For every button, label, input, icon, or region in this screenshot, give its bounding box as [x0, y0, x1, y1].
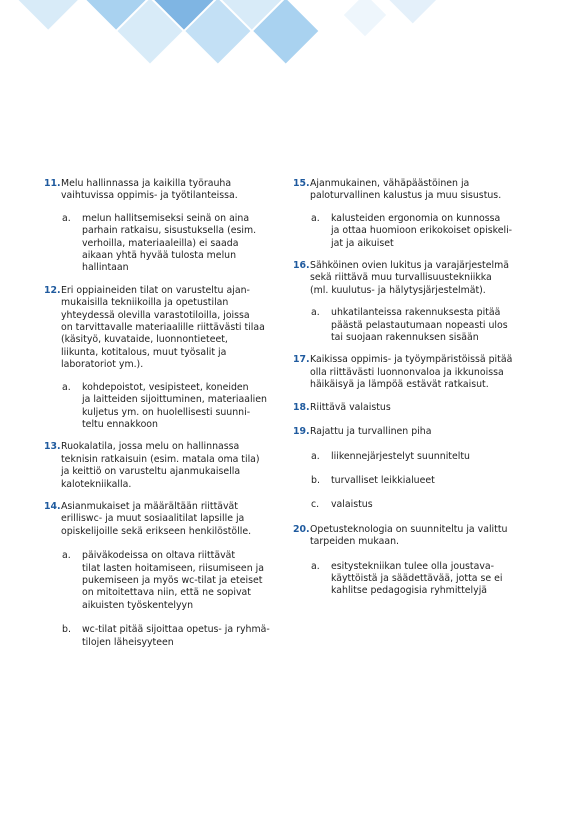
sub-item-text: liikennejärjestelyt suunniteltu: [331, 450, 470, 462]
sub-item-text: valaistus: [331, 499, 373, 511]
list-item-11: [44, 178, 272, 203]
item-text: Ajanmukainen, vähäpäästöinen ja paloturvallinen kalustus ja muu sisustus.: [310, 178, 502, 202]
sub-item: [293, 307, 525, 344]
item-number: 12.: [44, 284, 61, 296]
sub-item-text: turvalliset leikkialueet: [331, 474, 435, 486]
item-text: Kaikissa oppimis- ja työympäristöissä pitää olla riittävästi luonnonvaloa ja ikkunoissa häikäisyä ja lämpöä estävät ratkaisut.: [310, 354, 513, 391]
item-number: 14.: [44, 500, 61, 512]
sub-item: [293, 475, 525, 487]
list-item-18: [293, 402, 525, 414]
item-number: 16.: [293, 260, 310, 272]
item-text: Melu hallinnassa ja kaikilla työrauha vaihtuvissa oppimis- ja työtilanteissa.: [61, 178, 238, 202]
sub-item-letter: a.: [311, 307, 320, 319]
sub-item-letter: b.: [311, 474, 320, 486]
sub-item-text: melun hallitsemiseksi seinä on aina parhain ratkaisu, sisustuksella (esim. verhoilla, materiaaleilla) ei saada aikaan yhtä hyvää tulosta melun hallintaan: [82, 212, 257, 274]
sub-item: [293, 561, 525, 598]
item-text: Sähköinen ovien lukitus ja varajärjestelmä sekä riittävä muu turvallisuustekniikka (ml. kuulutus- ja hälytysjärjestelmät).: [310, 260, 509, 296]
sub-item-letter: a.: [311, 450, 320, 462]
sub-item-text: päiväkodeissa on oltava riittävät tilat lasten hoitamiseen, riisumiseen ja pukemiseen ja myös wc-tilat ja eteiset on mitoitettava niin, että ne sopivat aikuisten työskentelyyn: [82, 550, 264, 611]
sub-item: [44, 624, 272, 649]
list-item-13: [44, 441, 272, 491]
list-item-20: [293, 524, 525, 549]
sub-item-letter: a.: [62, 381, 71, 393]
sub-item-letter: a.: [62, 212, 71, 224]
list-item-14: [44, 501, 272, 538]
sub-item-text: uhkatilanteissa rakennuksesta pitää päästä pelastautumaan nopeasti ulos tai suojaan rakennuksen sisään: [331, 307, 508, 344]
item-text: Riittävä valaistus: [310, 401, 391, 413]
left-column: [44, 178, 272, 649]
item-number: 17.: [293, 354, 310, 366]
sub-item-letter: b.: [62, 624, 71, 636]
sub-item-text: esitystekniikan tulee olla joustava- käyttöistä ja säädettävää, jotta se ei kahlitse pedagogisia ryhmittelyjä: [331, 560, 503, 597]
list-item-15: [293, 178, 525, 203]
sub-item-text: kalusteiden ergonomia on kunnossa ja ottaa huomioon erikokoiset opiskeli- jat ja aikuiset: [331, 212, 513, 249]
item-text: Asianmukaiset ja määrältään riittävät erilliswc- ja muut sosiaalitilat lapsille ja opiskelijoille sekä erikseen henkilöstölle.: [61, 500, 252, 537]
item-number: 11.: [44, 178, 61, 189]
sub-item-text: kohdepoistot, vesipisteet, koneiden ja laitteiden sijoittuminen, materiaalien kuljetus ym. on huolellisesti suunni- teltu ennakkoon: [82, 381, 267, 430]
sub-item: [44, 550, 272, 612]
right-column: [293, 178, 525, 598]
sub-item: [44, 382, 272, 432]
sub-item-text: wc-tilat pitää sijoittaa opetus- ja ryhmä- tilojen läheisyyteen: [82, 624, 270, 648]
sub-item: [44, 213, 272, 275]
list-item-12: [44, 285, 272, 372]
sub-item: [293, 213, 525, 250]
sub-item-letter: a.: [62, 550, 71, 562]
sub-item-letter: a.: [311, 212, 320, 224]
sub-item-letter: a.: [311, 560, 320, 572]
item-number: 20.: [293, 523, 310, 535]
item-number: 19.: [293, 426, 310, 438]
item-number: 13.: [44, 441, 61, 453]
item-text: Eri oppiaineiden tilat on varusteltu ajan- mukaisilla tekniikoilla ja opetustilan yhteydessä olevilla varastotiloilla, joissa on tarvittavalle materiaalille riittävästi tilaa (käsityö, kuvataide, luonnontieteet, liikunta, kotitalous, muut työsalit ja laboratoriot ym.).: [61, 284, 265, 371]
item-number: 15.: [293, 178, 310, 189]
item-text: Ruokalatila, jossa melu on hallinnassa teknisin ratkaisuin (esim. matala oma tila) ja keittiö on varusteltu ajanmukaisella kalotekniikalla.: [61, 441, 260, 490]
list-item-17: [293, 354, 525, 391]
item-text: Rajattu ja turvallinen piha: [310, 426, 432, 438]
list-item-19: [293, 426, 525, 438]
item-number: 18.: [293, 401, 310, 413]
sub-item-letter: c.: [311, 499, 320, 511]
sub-item: [293, 451, 525, 463]
list-item-16: [293, 260, 525, 297]
sub-item: [293, 499, 525, 511]
item-text: Opetusteknologia on suunniteltu ja valittu tarpeiden mukaan.: [310, 523, 508, 548]
